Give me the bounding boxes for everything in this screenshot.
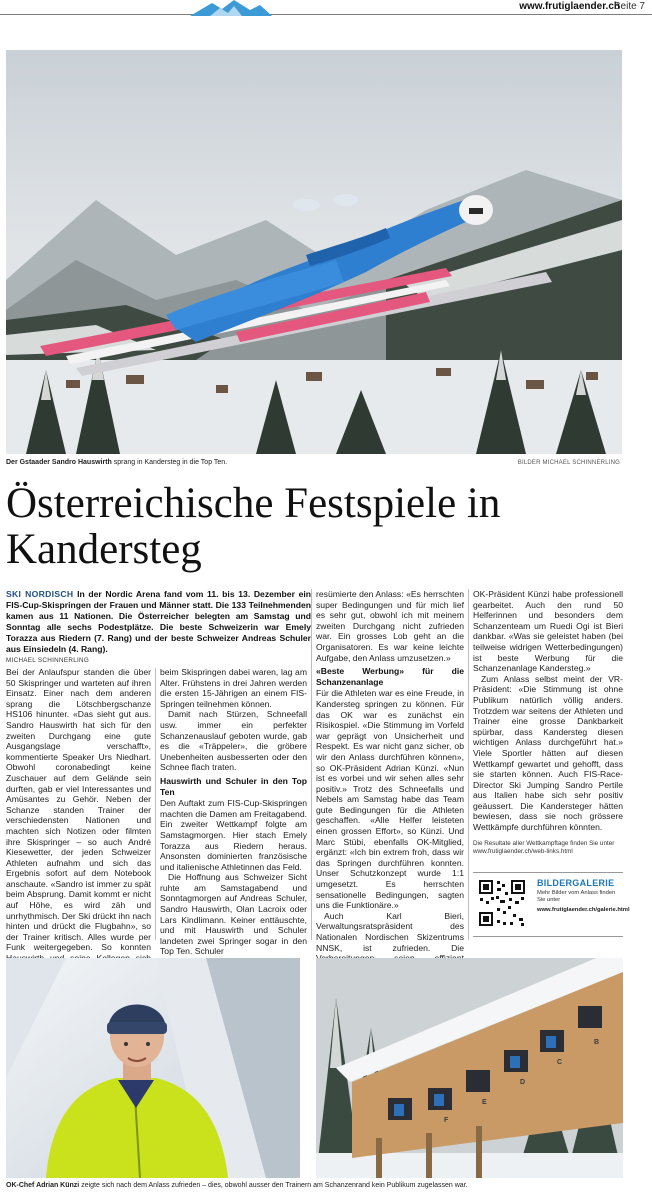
paragraph: beim Skispringen dabei waren, lag am Alter. Frühstens in drei Jahren werden die ersten 15-Jährigen an einem FIS-Springen teilnehmen können.: [160, 667, 307, 709]
results-note: Die Resultate aller Wettkampftage finden Sie unter www.frutiglaender.ch/web-links.html: [473, 840, 615, 855]
article-column-2: [160, 667, 307, 957]
tower-letter: E: [482, 1099, 487, 1106]
tower-letter: F: [444, 1117, 449, 1124]
mountain-logo-icon: [190, 0, 272, 16]
tower-letter: B: [594, 1039, 600, 1046]
paragraph: Bei der Anlaufspur standen die über 50 Skispringer und warteten auf ihren Einsatz. Einer nach dem anderen sprang die Lötschbergschanze HS106 hinunter. «Das sieht gut aus. Sandro Hauswirth hat sich für den zweiten Durchgang eine gute Ausgangslage verschafft», kommentierte Speaker Urs Niedhart. Obwohl coronabedingt keine Zuschauer auf dem Gelände sein durften, gab er viel Interessantes und Amüsantes zu Gehör. Neben der Schanze standen Trainer der verschiedensten Nationen und machten sich Notizen oder filmten ihre Skispringer – so auch André Kiesewetter, der jeden Schweizer Athleten aufnahm und sich das Ergebnis sofort auf dem Notebook anschaute. «Sandro ist immer zu spät beim Absprung. Damit kommt er nicht auf Höhe, es wird zäh und unrhythmisch. Der Ski drückt ihn nach hinten und drückt die Flugbahn», so der Trainer kritisch. Alles wurde per Funk weitergegeben. So konnten: [6, 667, 151, 953]
site-url[interactable]: www.frutiglaender.ch: [519, 1, 620, 12]
paragraph: Zum Anlass selbst meint der VR-Präsident: «Die Stimmung ist ohne Publikum natürlich völlig anders. Trotzdem war seitens der Athleten und Trainer eine grosse Dankbarkeit spürbar, dass Kandersteg diesen wichtigen Anlass durchgeführt hat.» Viele Sportler hätten auf diesen Wettkampf gewartet und gehofft, dass sie starten können. Auch FIS-Race-Director Ski Jumping Sandro Pertile aus Italien habe sich sehr positiv geäussert. Die Kandersteger hätten bewiesen, dass sie noch grössere Wettkämpfe durchführen könnten.: [473, 673, 623, 833]
header-rule: [0, 14, 652, 15]
judges-tower-photo: [316, 958, 623, 1178]
tower-letter: C: [557, 1059, 563, 1066]
page-number: Seite 7: [613, 1, 645, 12]
paragraph: Auch Karl Bieri, Verwaltungsratspräsident des Nationalen Nordischen Skizentrums NNSK, ist zufrieden. Die: [316, 910, 464, 953]
gallery-title: BILDERGALERIE: [537, 878, 615, 888]
ski-jumper-photo: [6, 50, 622, 454]
photo-credit: BILDER MICHAEL SCHINNERLING: [517, 460, 620, 466]
lead-kicker: SKI NORDISCH: [6, 589, 74, 599]
article-column-1: [6, 667, 151, 974]
gallery-subtext: Mehr Bilder vom Anlass finden Sie unter: [537, 890, 616, 903]
paragraph: Die Hoffnung aus Schweizer Sicht ruhte am Samstagabend und Sonntagmorgen auf Andreas Schuler, Sandro Hauswirth, Olan Lacroix oder Lars Kindlimann. Keiner enttäuschte, und mit Hauswirth und Schuler landeten zwei Springer sogar in den Top Ten. Schuler: [160, 872, 307, 957]
bottom-caption: OK-Chef Adrian Künzi zeigte sich nach dem Anlass zufrieden – dies, obwohl ausser den Trainern am Schanzenrand kein Publikum zugelassen war.: [6, 1182, 468, 1189]
headline: Österreichische Festspiele in Kandersteg: [6, 480, 501, 573]
gallery-rule: [473, 872, 623, 873]
qr-code-icon[interactable]: [477, 878, 527, 928]
byline: MICHAEL SCHINNERLING: [6, 657, 90, 664]
subheading: «Beste Werbung» für die Schanzenanlage: [316, 666, 464, 687]
article-lead: SKI NORDISCH In der Nordic Arena fand vom 11. bis 13. Dezember ein FIS-Cup-Skispringen der Frauen und Männer statt. Die 133 Teilnehmenden kamen aus 11 Nationen. Die Österreicher belegten am Samstag und Sonntag alle sechs Podestplätze. Die beste Schweizerin war Emely Torazza aus Riedern (7. Rang) und der beste Schweizer Andreas Schuler aus Einsiedeln (4. Rang).: [6, 589, 311, 654]
paragraph: resümierte den Anlass: «Es herrschten super Bedingungen und für mich lief es sehr gut, obwohl ich mit meinem zweiten Durchgang nicht zufrieden war. Ein grosses Lob geht an die Organisatoren. Es war keine leichte Aufgabe, den Anlass umzusetzen.»: [316, 589, 464, 663]
paragraph: Für die Athleten war es eine Freude, in Kandersteg springen zu können. Für das OK war es zunächst ein Risikospiel. «Die Stimmung im Vorfeld war geprägt von Unsicherheit und Respekt. Es war nicht ganz sicher, ob wir den Anlass durchführen können», so OK-Präsident Adrian Künzi. «Nun ist es vorbei und wir sehen alles sehr positiv.» Trotz des Schneefalls und Nebels am Samstag habe das Team gute Bedingungen für die Athleten geschaffen. «Alle Helfer leisteten einen grossen Effort», so Künzi. Und Marc Stübi, ebenfalls OK-Mitglied, ergänzt: «Ich bin extrem froh, dass wir das Springen durchführen konnten. Unser Schutzkonzept wurde 1:1 umgesetzt. Es herrschten sensationelle Bedingungen, sagten uns die Funktionäre.»: [316, 688, 464, 911]
paragraph: OK-Präsident Künzi habe professionell gearbeitet. Auch den rund 50 Helferinnen und besonders dem Schanzenteam um Ruedi Ogi ist Bieri dankbar. «Was sie geleistet haben (bei teilweise widrigen Wetterbedingungen) ist beste Werbung für die Schanzenanlage Kandersteg.»: [473, 589, 623, 674]
column-divider: [468, 589, 469, 940]
column-divider: [155, 668, 156, 940]
article-column-3: [316, 589, 464, 974]
column-divider: [311, 589, 312, 940]
paragraph: Damit nach Stürzen, Schneefall usw. immer ein perfekter Schanzenauslauf geboten wurde, gab es die «Träppeler», die gröbere Unebenheiten ausbesserten oder den Schnee flach traten.: [160, 709, 307, 773]
paragraph: Den Auftakt zum FIS-Cup-Skispringen machten die Damen am Freitagabend. Ein zweiter Wettkampf folgte am Samstagmorgen. Hier stach Emely Torazza aus Riedern heraus. Ansonsten dominierten französische und italienische Athletinnen das Feld.: [160, 798, 307, 872]
article-column-4: [473, 589, 623, 833]
gallery-link[interactable]: www.frutiglaender.ch/galerie.html: [537, 907, 630, 913]
top-photo-caption: Der Gstaader Sandro Hauswirth sprang in Kandersteg in die Top Ten.: [6, 459, 228, 466]
tower-letter: D: [520, 1079, 526, 1086]
gallery-rule: [473, 936, 623, 937]
subheading: Hauswirth und Schuler in den Top Ten: [160, 775, 307, 797]
ok-chef-portrait-photo: [6, 958, 300, 1178]
